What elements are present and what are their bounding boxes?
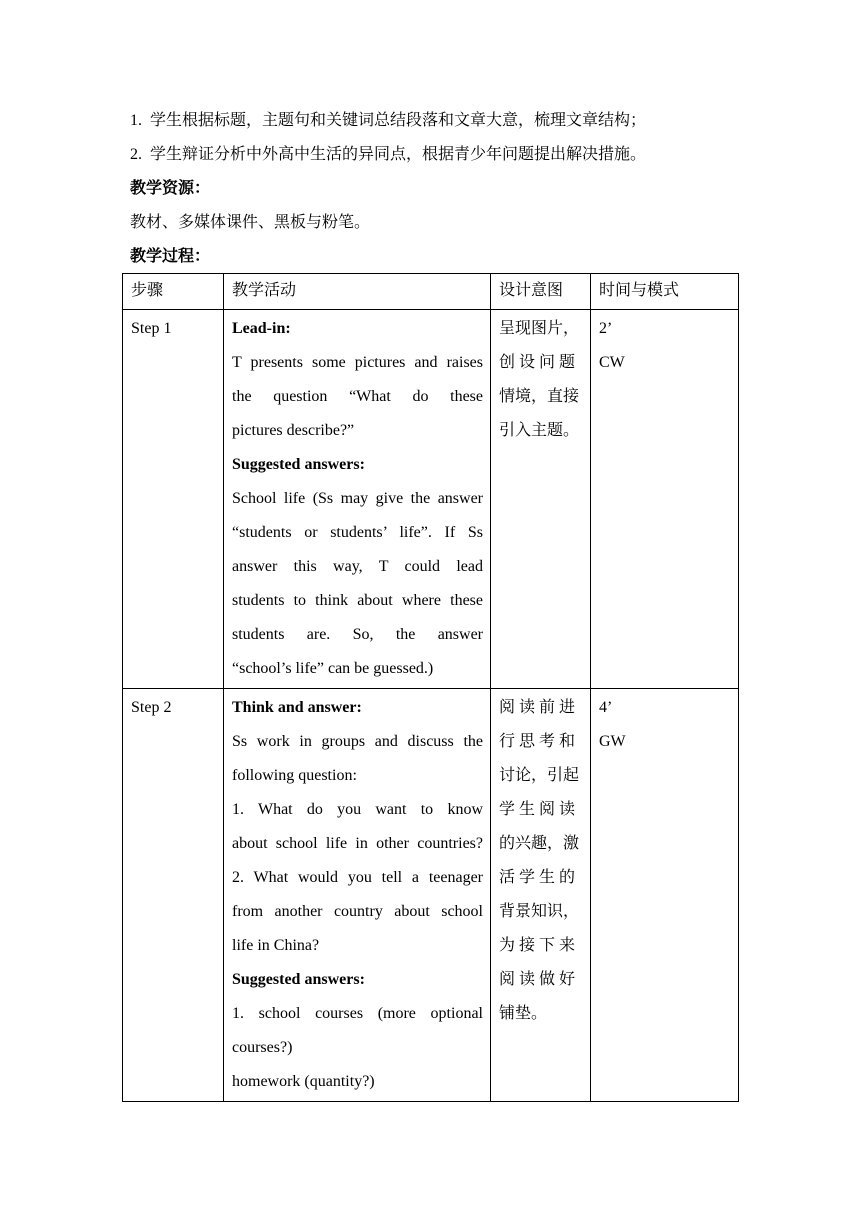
intent-line: 的兴趣，激 bbox=[499, 835, 580, 852]
answer-line: courses?) bbox=[232, 1039, 293, 1056]
objective-1 bbox=[130, 104, 738, 138]
answer-line: answer this way, T could lead bbox=[232, 558, 483, 575]
mode-value: GW bbox=[599, 733, 626, 750]
activity-line: 1. What do you want to know bbox=[232, 801, 483, 818]
intent-line: 阅 读 做 好 bbox=[499, 971, 576, 988]
objective-2 bbox=[130, 138, 738, 172]
table-row bbox=[123, 310, 739, 689]
intent-line: 讨论，引起 bbox=[499, 767, 580, 784]
activity-line: from another country about school bbox=[232, 903, 483, 920]
time-value: 2’ bbox=[599, 320, 613, 337]
intent-line: 行 思 考 和 bbox=[499, 733, 576, 750]
activity-title: Lead-in: bbox=[232, 320, 291, 337]
answer-line: homework (quantity?) bbox=[232, 1073, 375, 1090]
column-header-step: 步骤 bbox=[123, 274, 224, 310]
activity-line: life in China? bbox=[232, 937, 320, 954]
answer-line: “school’s life” can be guessed.) bbox=[232, 660, 434, 677]
process-heading: 教学过程： bbox=[130, 248, 211, 265]
objective-text: 学生辩证分析中外高中生活的异同点，根据青少年问题提出解决措施。 bbox=[150, 146, 647, 163]
mode-value: CW bbox=[599, 354, 625, 371]
time-value: 4’ bbox=[599, 699, 613, 716]
step-label: Step 2 bbox=[131, 699, 172, 716]
objective-text: 学生根据标题，主题句和关键词总结段落和文章大意，梳理文章结构； bbox=[150, 112, 647, 129]
intent-line: 学 生 阅 读 bbox=[499, 801, 576, 818]
column-header-time-mode: 时间与模式 bbox=[591, 274, 739, 310]
table-header-row bbox=[123, 274, 739, 310]
time-mode-cell bbox=[591, 310, 739, 689]
activity-line: pictures describe?” bbox=[232, 422, 355, 439]
teaching-process-table bbox=[122, 273, 739, 1102]
intent-line: 阅 读 前 进 bbox=[499, 699, 576, 716]
table-row bbox=[123, 689, 739, 1102]
activity-title: Think and answer: bbox=[232, 699, 362, 716]
time-mode-cell bbox=[591, 689, 739, 1102]
activity-line: 2. What would you tell a teenager bbox=[232, 869, 483, 886]
intent-line: 创 设 问 题 bbox=[499, 354, 576, 371]
intent-line: 活 学 生 的 bbox=[499, 869, 576, 886]
activity-line: following question: bbox=[232, 767, 357, 784]
resources-heading: 教学资源： bbox=[130, 180, 211, 197]
activity-cell bbox=[224, 689, 491, 1102]
intent-line: 情境，直接 bbox=[499, 388, 580, 405]
intent-line: 背景知识， bbox=[499, 903, 580, 920]
answer-line: 1. school courses (more optional bbox=[232, 1005, 483, 1022]
column-header-intent: 设计意图 bbox=[491, 274, 591, 310]
objective-number: 2. bbox=[130, 146, 142, 163]
intent-line: 引入主题。 bbox=[499, 422, 580, 439]
intent-line: 铺垫。 bbox=[499, 1005, 548, 1022]
answers-title: Suggested answers: bbox=[232, 456, 365, 473]
answer-line: students to think about where these bbox=[232, 592, 483, 609]
document-body bbox=[130, 104, 738, 274]
step-label: Step 1 bbox=[131, 320, 172, 337]
step-cell bbox=[123, 310, 224, 689]
column-header-activity: 教学活动 bbox=[224, 274, 491, 310]
activity-cell bbox=[224, 310, 491, 689]
intent-cell bbox=[491, 310, 591, 689]
intent-line: 呈现图片， bbox=[499, 320, 580, 337]
resources-text: 教材、多媒体课件、黑板与粉笔。 bbox=[130, 214, 371, 231]
intent-cell bbox=[491, 689, 591, 1102]
objective-number: 1. bbox=[130, 112, 142, 129]
answer-line: students are. So, the answer bbox=[232, 626, 483, 643]
intent-line: 为 接 下 来 bbox=[499, 937, 576, 954]
answer-line: “students or students’ life”. If Ss bbox=[232, 524, 483, 541]
activity-line: T presents some pictures and raises bbox=[232, 354, 483, 371]
step-cell bbox=[123, 689, 224, 1102]
activity-line: about school life in other countries? bbox=[232, 835, 483, 852]
answers-title: Suggested answers: bbox=[232, 971, 365, 988]
answer-line: School life (Ss may give the answer bbox=[232, 490, 483, 507]
activity-line: the question “What do these bbox=[232, 388, 483, 405]
activity-line: Ss work in groups and discuss the bbox=[232, 733, 483, 750]
